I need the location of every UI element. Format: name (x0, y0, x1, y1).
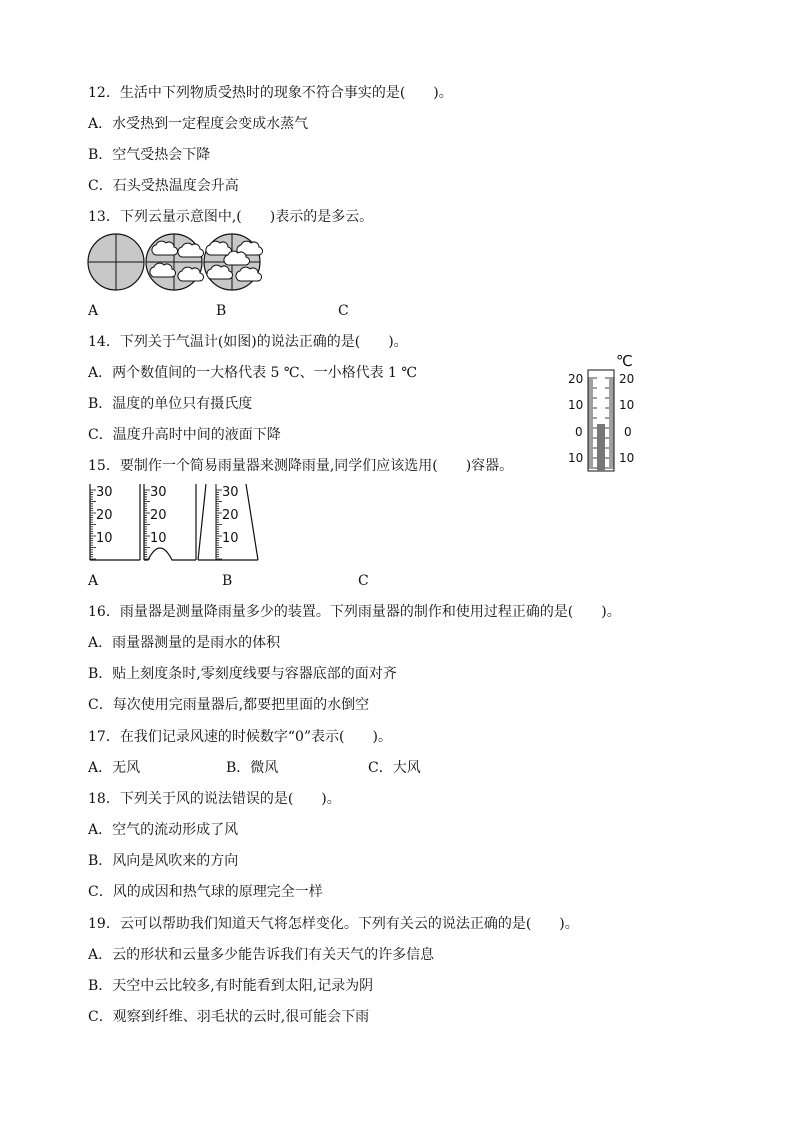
q17-option-b: B．微风 (226, 760, 279, 776)
cloud-cover-c-icon (204, 234, 263, 290)
cloud-cover-b-icon (146, 234, 204, 290)
q18-option-a: A．空气的流动形成了风 (88, 822, 239, 838)
q17-option-a: A．无风 (88, 760, 141, 776)
container-b-20: 20 (150, 508, 167, 523)
q12-stem: 12．生活中下列物质受热时的现象不符合事实的是( )。 (88, 85, 453, 101)
q17-stem: 17．在我们记录风速的时候数字“0”表示( )。 (88, 729, 392, 745)
container-b-30: 30 (150, 485, 167, 500)
container-a-20: 20 (96, 508, 113, 523)
q15-stem: 15．要制作一个简易雨量器来测降雨量,同学们应该选用( )容器。 (88, 458, 514, 474)
q19-stem: 19．云可以帮助我们知道天气将怎样变化。下列有关云的说法正确的是( )。 (88, 916, 579, 932)
thermo-left-20: 20 (568, 372, 584, 386)
q13-label-c: C (338, 303, 349, 319)
q16-option-b: B．贴上刻度条时,零刻度线要与容器底部的面对齐 (88, 666, 397, 682)
q15-label-c: C (358, 573, 369, 589)
cloud-cover-figures (84, 232, 266, 294)
q15-label-b: B (222, 573, 233, 589)
q12-option-b: B．空气受热会下降 (88, 147, 211, 163)
q14-option-b: B．温度的单位只有摄氏度 (88, 396, 253, 412)
q19-option-c: C．观察到纤维、羽毛状的云时,很可能会下雨 (88, 1009, 370, 1025)
q18-stem: 18．下列关于风的说法错误的是( )。 (88, 791, 341, 807)
q16-stem: 16．雨量器是测量降雨量多少的装置。下列雨量器的制作和使用过程正确的是( )。 (88, 604, 621, 620)
thermo-right-0: 0 (624, 425, 632, 439)
q13-label-a: A (88, 303, 99, 319)
thermo-left-10: 10 (568, 398, 584, 412)
container-b-10: 10 (150, 531, 167, 546)
q13-label-b: B (216, 303, 227, 319)
q14-option-a: A．两个数值间的一大格代表 5 ℃、一小格代表 1 ℃ (88, 365, 418, 381)
q18-option-c: C．风的成因和热气球的原理完全一样 (88, 884, 323, 900)
q16-option-a: A．雨量器测量的是雨水的体积 (88, 635, 281, 651)
container-c-10: 10 (222, 531, 239, 546)
thermo-right-10: 10 (619, 398, 635, 412)
container-c-30: 30 (222, 485, 239, 500)
container-a-30: 30 (96, 485, 113, 500)
thermo-right-20: 20 (619, 372, 635, 386)
q16-option-c: C．每次使用完雨量器后,都要把里面的水倒空 (88, 697, 370, 713)
q13-stem: 13．下列云量示意图中,( )表示的是多云。 (88, 209, 374, 225)
q19-option-b: B．天空中云比较多,有时能看到太阳,记录为阴 (88, 978, 374, 994)
q15-label-a: A (88, 573, 99, 589)
q17-option-c: C．大风 (368, 760, 421, 776)
q12-option-c: C．石头受热温度会升高 (88, 178, 239, 194)
cloud-cover-a-icon (88, 234, 144, 290)
q12-option-a: A．水受热到一定程度会变成水蒸气 (88, 116, 309, 132)
rain-gauge-containers (84, 482, 260, 564)
container-c-20: 20 (222, 508, 239, 523)
thermo-left-minus10: 10 (568, 451, 584, 465)
q18-option-b: B．风向是风吹来的方向 (88, 853, 239, 869)
q14-option-c: C．温度升高时中间的液面下降 (88, 427, 281, 443)
thermometer-unit: ℃ (616, 352, 633, 370)
q14-stem: 14．下列关于气温计(如图)的说法正确的是( )。 (88, 334, 408, 350)
thermo-left-0: 0 (575, 425, 583, 439)
thermo-right-minus10: 10 (619, 451, 635, 465)
thermometer-figure (566, 350, 638, 474)
container-a-10: 10 (96, 531, 113, 546)
q19-option-a: A．云的形状和云量多少能告诉我们有关天气的许多信息 (88, 947, 435, 963)
